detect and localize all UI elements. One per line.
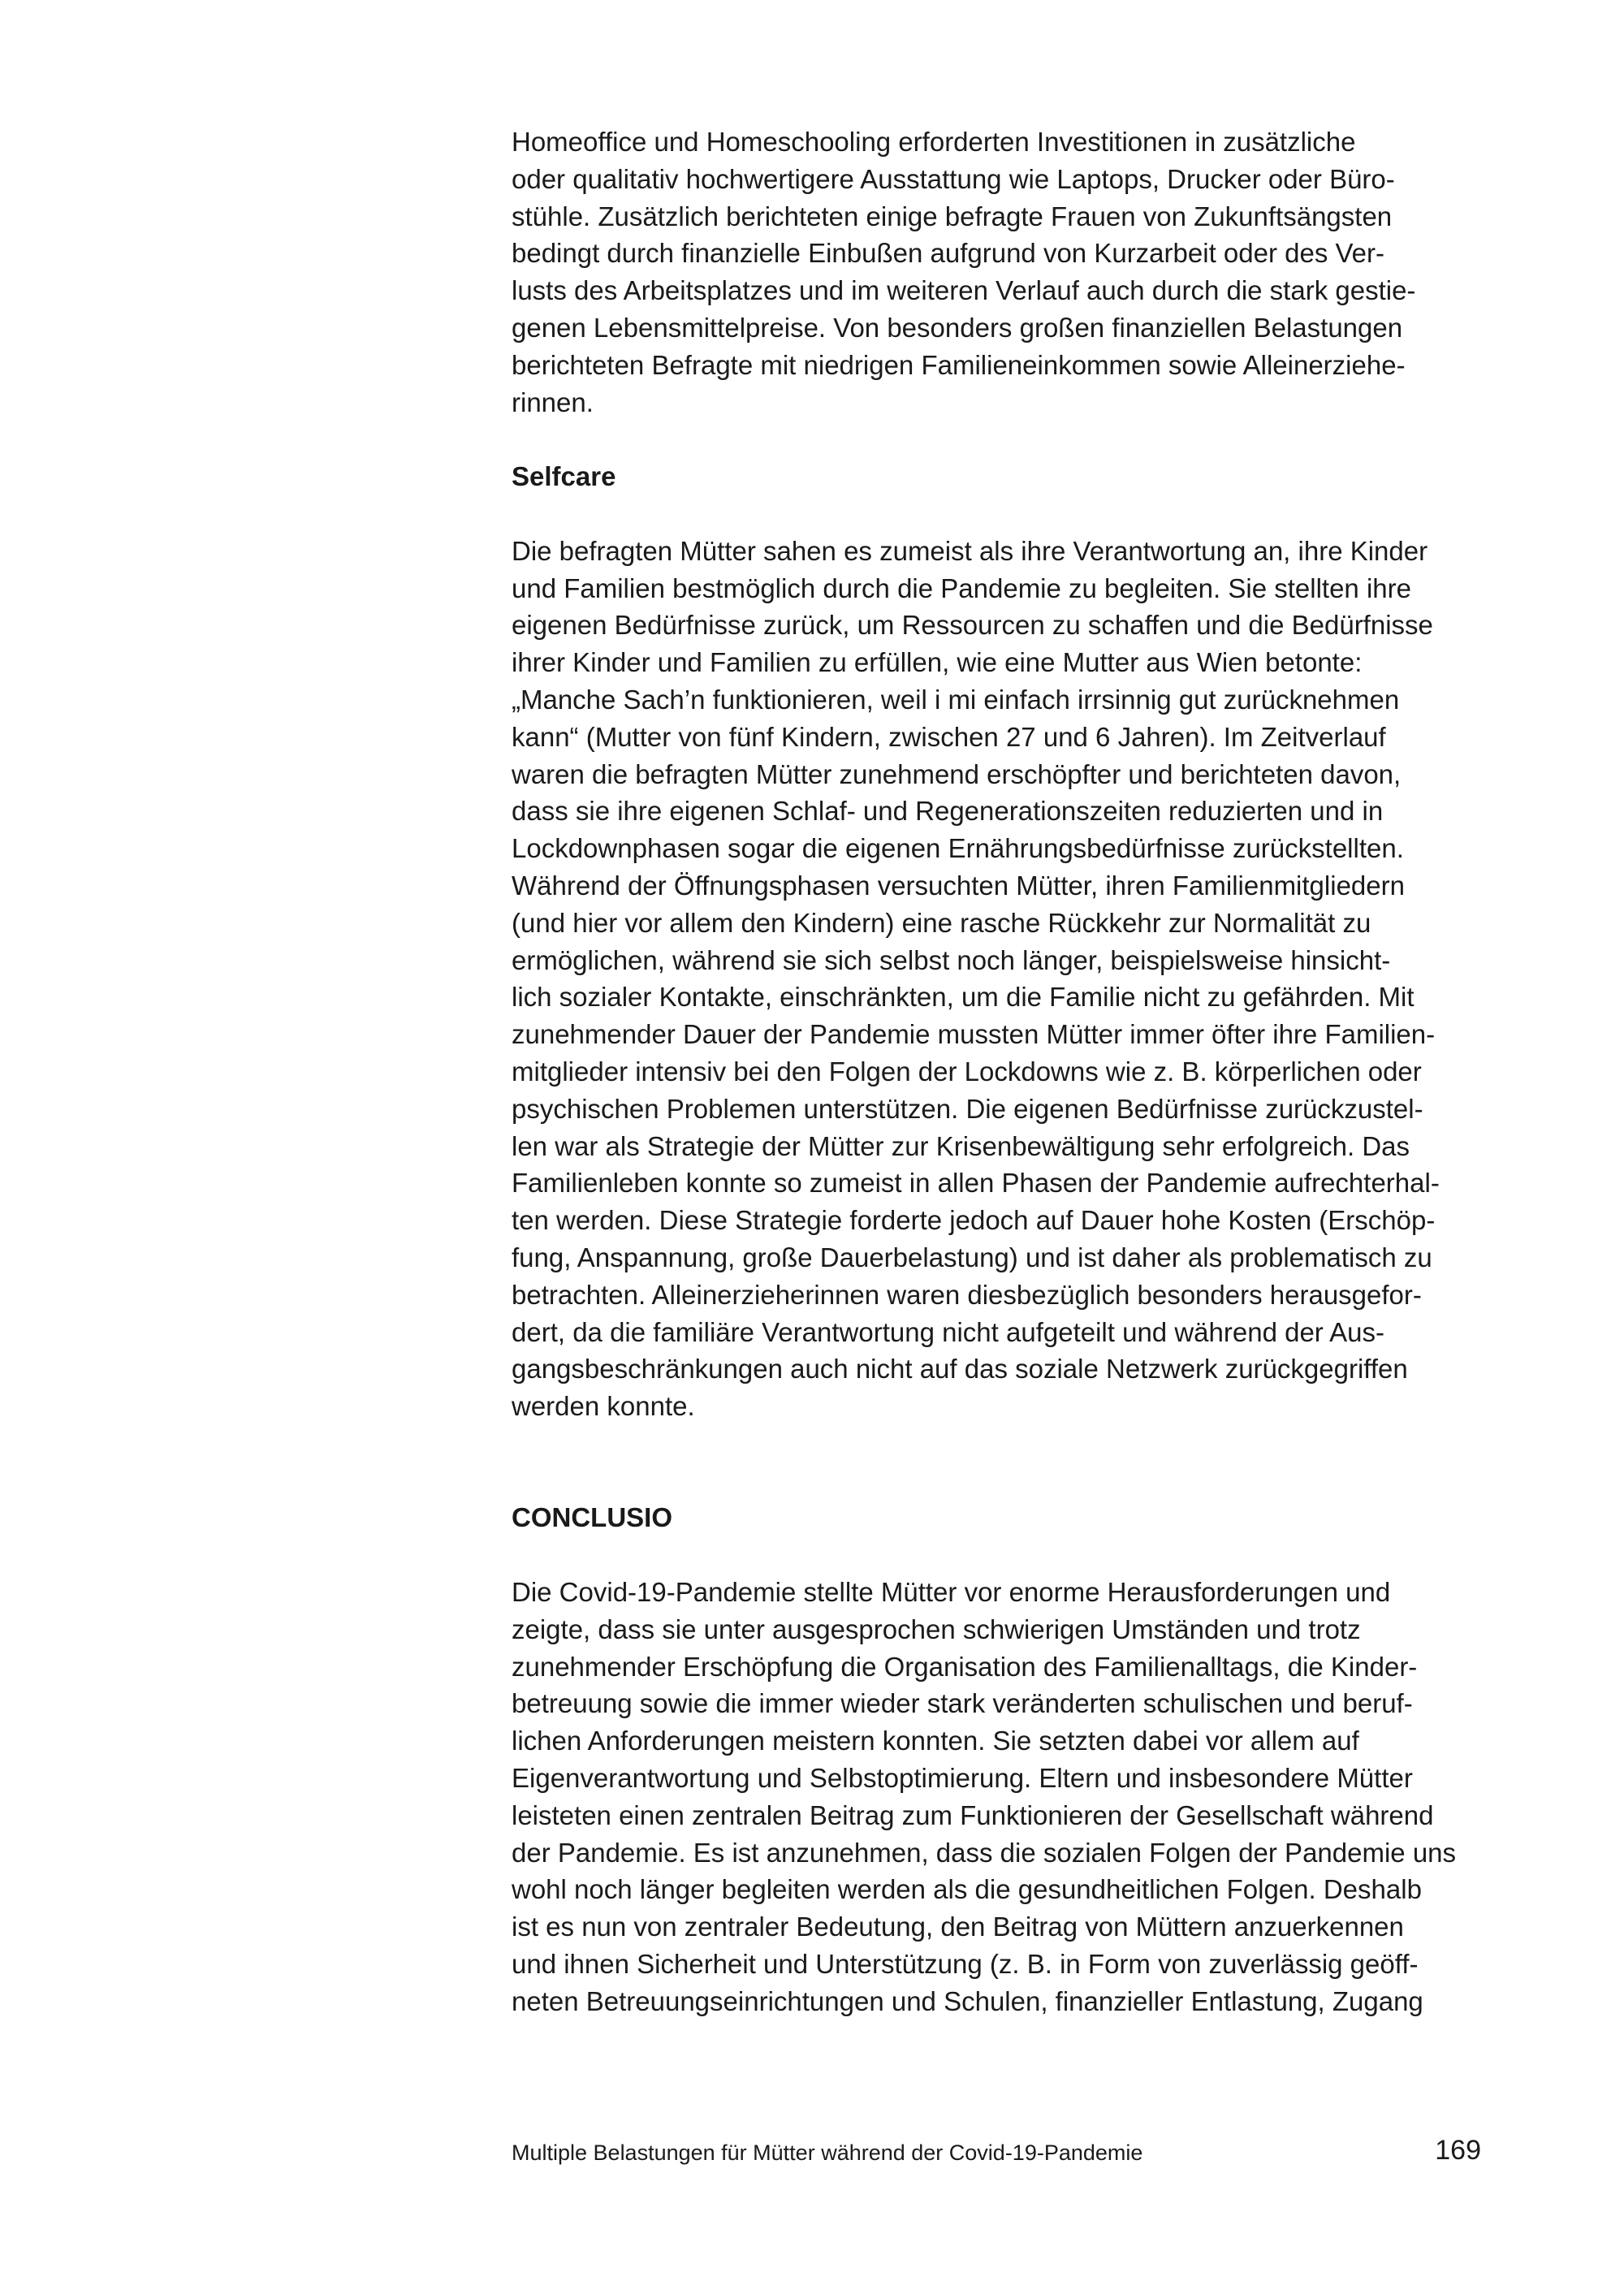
text-line: stühle. Zusätzlich berichteten einige befragte Frauen von Zukunftsängsten xyxy=(512,201,1393,231)
text-line: und Familien bestmöglich durch die Pandemie zu begleiten. Sie stellten ihre xyxy=(512,572,1411,603)
text-line: der Pandemie. Es ist anzunehmen, dass die sozialen Folgen der Pandemie uns xyxy=(512,1837,1457,1868)
text-line: oder qualitativ hochwertigere Ausstattung wie Laptops, Drucker oder Büro- xyxy=(512,163,1395,194)
text-line: Lockdownphasen sogar die eigenen Ernährungsbedürfnisse zurückstellten. xyxy=(512,833,1404,864)
text-line: len war als Strategie der Mütter zur Krisenbewältigung sehr erfolgreich. Das xyxy=(512,1130,1410,1161)
paragraph-conclusio xyxy=(512,1574,1486,2020)
text-line: psychischen Problemen unterstützen. Die eigenen Bedürfnisse zurückzustel- xyxy=(512,1093,1423,1124)
text-line: Die Covid-19-Pandemie stellte Mütter vor enorme Herausforderungen und xyxy=(512,1577,1391,1608)
running-title: Multiple Belastungen für Mütter während der Covid-19-Pandemie xyxy=(512,2141,1143,2165)
spacer xyxy=(512,1425,1486,1500)
text-line: rinnen. xyxy=(512,387,594,417)
text-line: mitglieder intensiv bei den Folgen der Lockdowns wie z. B. körperlichen oder xyxy=(512,1056,1422,1086)
paragraph-investitionen xyxy=(512,123,1486,421)
spacer xyxy=(512,495,1486,533)
text-line: neten Betreuungseinrichtungen und Schulen, finanzieller Entlastung, Zugang xyxy=(512,1985,1423,2016)
spacer xyxy=(512,1536,1486,1574)
text-line: bedingt durch finanzielle Einbußen aufgrund von Kurzarbeit oder des Ver- xyxy=(512,238,1385,269)
text-line: lusts des Arbeitsplatzes und im weiteren Verlauf auch durch die stark gestie- xyxy=(512,275,1416,306)
text-line: zunehmender Dauer der Pandemie mussten Mütter immer öfter ihre Familien- xyxy=(512,1019,1436,1050)
spacer xyxy=(512,421,1486,458)
text-line: Familienleben konnte so zumeist in allen Phasen der Pandemie aufrechterhal- xyxy=(512,1168,1440,1199)
text-line: Während der Öffnungsphasen versuchten Mütter, ihren Familienmitgliedern xyxy=(512,870,1405,901)
text-line: betrachten. Alleinerzieherinnen waren diesbezüglich besonders herausgefor- xyxy=(512,1279,1422,1310)
page-number: 169 xyxy=(1435,2135,1481,2166)
text-line: waren die befragten Mütter zunehmend erschöpfter und berichteten davon, xyxy=(512,758,1402,789)
text-line: Die befragten Mütter sahen es zumeist als ihre Verantwortung an, ihre Kinder xyxy=(512,535,1428,566)
text-line: gangsbeschränkungen auch nicht auf das soziale Netzwerk zurückgegriffen xyxy=(512,1354,1408,1385)
text-line: leisteten einen zentralen Beitrag zum Funktionieren der Gesellschaft während xyxy=(512,1799,1434,1830)
text-line: betreuung sowie die immer wieder stark veränderten schulischen und beruf- xyxy=(512,1688,1413,1719)
text-line: ihrer Kinder und Familien zu erfüllen, wie eine Mutter aus Wien betonte: xyxy=(512,647,1363,678)
paragraph-selfcare xyxy=(512,533,1486,1425)
text-line: berichteten Befragte mit niedrigen Familieneinkommen sowie Alleinerziehe- xyxy=(512,349,1406,380)
subheading-selfcare: Selfcare xyxy=(512,461,616,492)
text-line: zeigte, dass sie unter ausgesprochen schwierigen Umständen und trotz xyxy=(512,1614,1361,1644)
text-line: lich sozialer Kontakte, einschränkten, um die Familie nicht zu gefährden. Mit xyxy=(512,982,1415,1013)
text-line: genen Lebensmittelpreise. Von besonders großen finanziellen Belastungen xyxy=(512,312,1403,343)
heading-conclusio: CONCLUSIO xyxy=(512,1502,672,1533)
text-line: kann“ (Mutter von fünf Kindern, zwischen 27 und 6 Jahren). Im Zeitverlauf xyxy=(512,721,1386,752)
text-line: lichen Anforderungen meistern konnten. Sie setzten dabei vor allem auf xyxy=(512,1726,1359,1756)
text-line: ermöglichen, während sie sich selbst noch länger, beispielsweise hinsicht- xyxy=(512,944,1391,975)
page-footer xyxy=(512,2134,1486,2170)
text-line: dert, da die familiäre Verantwortung nicht aufgeteilt und während der Aus- xyxy=(512,1316,1384,1347)
text-line: zunehmender Erschöpfung die Organisation des Familienalltags, die Kinder- xyxy=(512,1651,1418,1682)
text-line: wohl noch länger begleiten werden als die gesundheitlichen Folgen. Deshalb xyxy=(512,1874,1422,1905)
text-column xyxy=(512,123,1486,2020)
text-line: und ihnen Sicherheit und Unterstützung (z. B. in Form von zuverlässig geöff- xyxy=(512,1949,1419,1980)
text-line: Homeoffice und Homeschooling erforderten Investitionen in zusätzliche xyxy=(512,127,1356,157)
text-line: „Manche Sach’n funktionieren, weil i mi einfach irrsinnig gut zurücknehmen xyxy=(512,684,1400,715)
text-line: Eigenverantwortung und Selbstoptimierung. Eltern und insbesondere Mütter xyxy=(512,1763,1413,1794)
text-line: (und hier vor allem den Kindern) eine rasche Rückkehr zur Normalität zu xyxy=(512,907,1371,938)
text-line: werden konnte. xyxy=(512,1391,695,1422)
text-line: fung, Anspannung, große Dauerbelastung) und ist daher als problematisch zu xyxy=(512,1242,1432,1272)
text-line: ten werden. Diese Strategie forderte jedoch auf Dauer hohe Kosten (Erschöp- xyxy=(512,1205,1436,1236)
text-line: ist es nun von zentraler Bedeutung, den Beitrag von Müttern anzuerkennen xyxy=(512,1912,1404,1942)
text-line: dass sie ihre eigenen Schlaf- und Regenerationszeiten reduzierten und in xyxy=(512,796,1384,827)
text-line: eigenen Bedürfnisse zurück, um Ressourcen zu schaffen und die Bedürfnisse xyxy=(512,610,1433,641)
